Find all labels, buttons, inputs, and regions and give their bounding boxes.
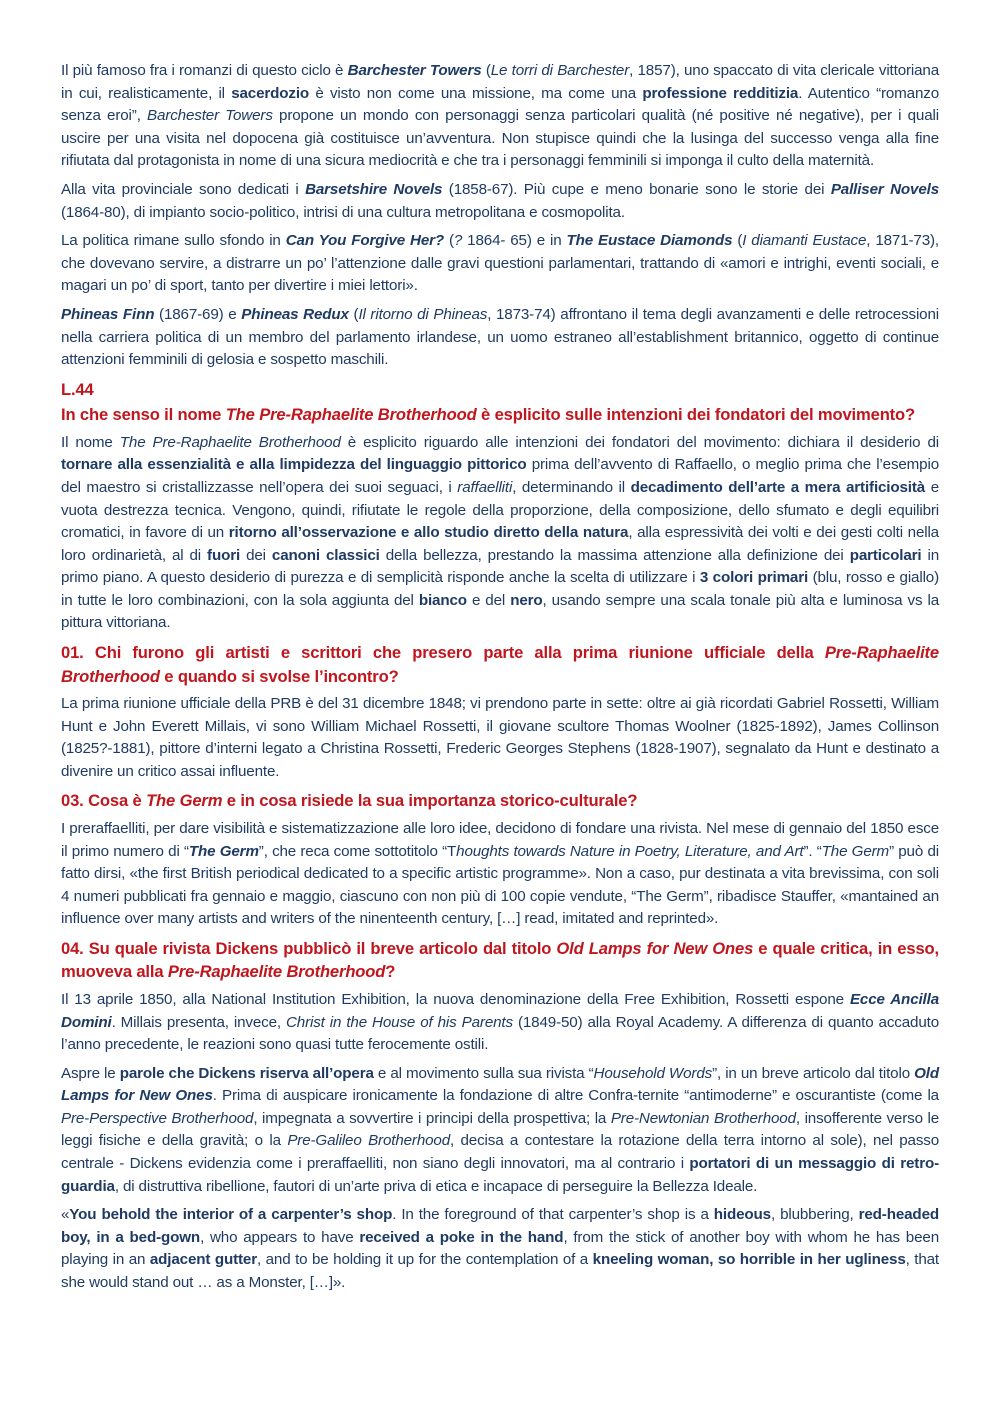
question-heading-dickens: 04. Su quale rivista Dickens pubblicò il breve articolo dal titolo Old Lamps for New Ones e quale critica, in esso, muoveva alla Pre-Raphaelite Brotherhood? <box>61 938 939 982</box>
document-page <box>61 60 939 1301</box>
paragraph-politics: La politica rimane sullo sfondo in Can You Forgive Her? (? 1864- 65) e in The Eustace Diamonds (I diamanti Eustace, 1871-73), che dovevano servire, a distrarre un po’ l’attenzione dalle gravi questioni parlamentari, trattando di «amori e intrighi, eventi sociali, e magari un po’ di sport, tanto per divertire i miei lettori». <box>61 232 939 295</box>
dickens-quotation: «You behold the interior of a carpenter’s shop. In the foreground of that carpenter’s shop is a hideous, blubbering, red-headed boy, in a bed-gown, who appears to have received a poke in the hand, from the stick of another boy with whom he has been playing in an adjacent gutter, and to be holding it up for the contemplation of a kneeling woman, so horrible in her ugliness, that she would stand out … as a Monster, […]». <box>61 1206 939 1292</box>
paragraph-barchester-towers: Il più famoso fra i romanzi di questo ciclo è Barchester Towers (Le torri di Barchester, 1857), uno spaccato di vita clericale vittoriana in cui, realisticamente, il sacerdozio è visto non come una missione, ma come una professione redditizia. Autentico “romanzo senza eroi”, Barchester Towers propone un mondo con personaggi senza particolari qualità (né positive né negative), per i quali uscire per una visita nel dopocena già costituisce un’avventura. Non stupisce quindi che la lusinga del successo venga alla fine rifiutata dal protagonista in nome di una sicura mediocrità e che tra i personaggi femminili si imponga il culto della maternità. <box>61 62 940 170</box>
work-title: Barchester Towers <box>347 62 482 79</box>
answer-prb-name: Il nome The Pre-Raphaelite Brotherhood è esplicito riguardo alle intenzioni dei fondatori del movimento: dichiara il desiderio di tornare alla essenzialità e alla limpidezza del linguaggio pittorico prima dell’avvento di Raffaello, o meglio prima che l’esempio del maestro si cristallizzasse nell’opera dei suoi seguaci, i raffaelliti, determinando il decadimento dell’arte a mera artificiosità e vuota destrezza tecnica. Vengono, quindi, rifiutate le regole della proporzione, della composizione, dello sfumato e degli equilibri cromatici, in favore di un ritorno all’osservazione e allo studio diretto della natura, alla espressività dei volti e dei gesti colti nella loro ordinarietà, al di fuori dei canoni classici della bellezza, prestando la massima attenzione alla definizione dei particolari in primo piano. A questo desiderio di purezza e di semplicità risponde anche la scelta di utilizzare i 3 colori primari (blu, rosso e giallo) in tutte le loro combinazioni, con la sola aggiunta del bianco e del nero, usando sempre una scala tonale più alta e luminosa vs la pittura vittoriana. <box>61 433 940 632</box>
section-label: L.44 <box>61 379 94 399</box>
paragraph-phineas: Phineas Finn (1867-69) e Phineas Redux (Il ritorno di Phineas, 1873-74) affrontano il tema degli avanzamenti e delle retrocessioni nella carriera politica di un membro del parlamento irlandese, un uomo estraneo all’establishment britannico, oggetto di continue attenzioni femminili di gelosia e sospetto maschili. <box>61 305 939 369</box>
answer-dickens-article: Aspre le parole che Dickens riserva all’opera e al movimento sulla sua rivista “Household Words”, in un breve articolo dal titolo Old Lamps for New Ones. Prima di auspicare ironicamente la fondazione di altre Confra-ternite “antimoderne” e oscurantiste (come la Pre-Perspective Brotherhood, impegnata a sovvertire i principi della prospettiva; la Pre-Newtonian Brotherhood, insofferente verso le leggi fisiche e della gravità; o la Pre-Galileo Brotherhood, decisa a contestare la rotazione della terra intorno al sole), nel passo centrale - Dickens evidenzia come i preraffaelliti, non siano degli innovatori, ma al contrario i portatori di un messaggio di retro-guardia, di distruttiva ribellione, fautori di un’arte priva di etica e incapace di perseguire la Bellezza Ideale. <box>61 1064 940 1195</box>
question-heading-the-germ: 03. Cosa è The Germ e in cosa risiede la sua importanza storico-culturale? <box>61 791 638 811</box>
paragraph-barsetshire-novels: Alla vita provinciale sono dedicati i Barsetshire Novels (1858-67). Più cupe e meno bonarie sono le storie dei Palliser Novels (1864-80), di impianto socio-politico, intrisi di una cultura metropolitana e cosmopolita. <box>61 180 939 221</box>
answer-first-meeting: La prima riunione ufficiale della PRB è del 31 dicembre 1848; vi prendono parte in sette: oltre ai già ricordati Gabriel Rossetti, William Hunt e John Everett Millais, vi sono William Michael Rossetti, il giovane scultore Thomas Woolner (1825-1892), James Collinson (1825?-1881), pittore d’interni legato a Christina Rossetti, Frederic Georges Stephens (1828-1907), segnalato da Hunt e destinato a divenire un critico assai influente. <box>61 695 939 780</box>
answer-dickens-exhibition: Il 13 aprile 1850, alla National Institution Exhibition, la nuova denominazione della Free Exhibition, Rossetti espone Ecce Ancilla Domini. Millais presenta, invece, Christ in the House of his Parents (1849-50) alla Royal Academy. A differenza di quanto accaduto l’anno precedente, le reazioni sono quasi tutte ferocemente ostili. <box>61 990 939 1054</box>
answer-the-germ: I preraffaelliti, per dare visibilità e sistematizzazione alle loro idee, decidono di fondare una rivista. Nel mese di gennaio del 1850 esce il primo numero di “The Germ”, che reca come sottotitolo “Thoughts towards Nature in Poetry, Literature, and Art”. “The Germ” può di fatto dirsi, «the first British periodical dedicated to a specific artistic programme». Non a caso, pur destinata a vita brevissima, con soli 4 numeri pubblicati fra gennaio e maggio, ciascuno con non più di 100 copie vendute, “The Germ”, ribadisce Stauffer, «mantained an influence over many artists and writers of the ninenteenth century, […] read, imitated and reprinted». <box>61 819 939 928</box>
question-heading-first-meeting: 01. Chi furono gli artisti e scrittori che presero parte alla prima riunione ufficiale della Pre-Raphaelite Brotherhood e quando si svolse l’incontro? <box>61 643 939 686</box>
question-heading-prb-name: In che senso il nome The Pre-Raphaelite Brotherhood è esplicito sulle intenzioni dei fondatori del movimento? <box>61 405 916 425</box>
